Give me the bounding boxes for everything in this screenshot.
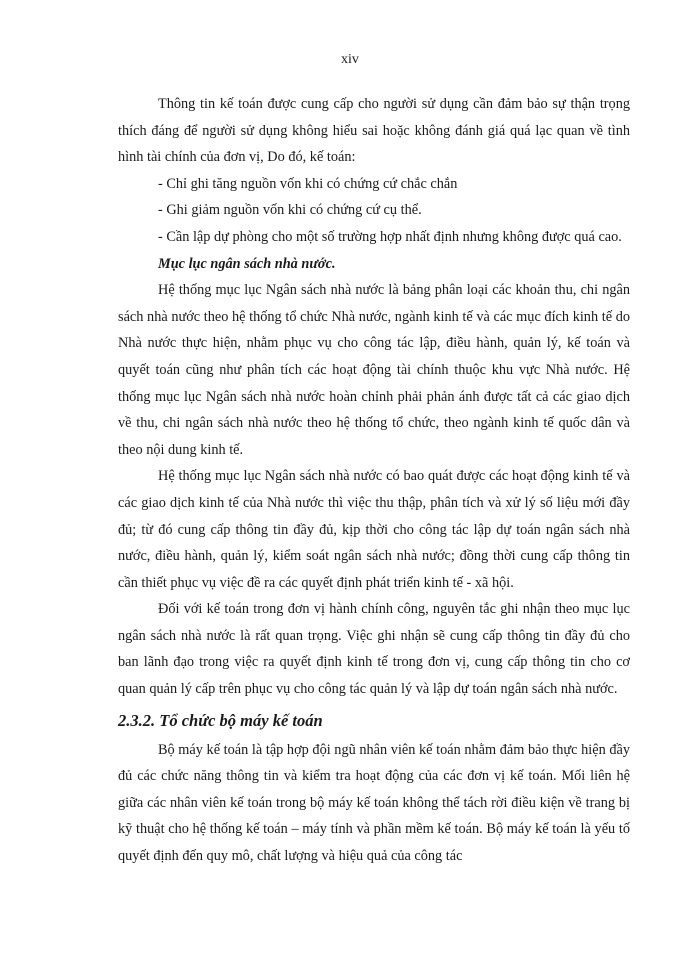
paragraph-budget-index-importance: Đối với kế toán trong đơn vị hành chính công, nguyên tắc ghi nhận theo mục lục ngân sách nhà nước là rất quan trọng. Việc ghi nhận sẽ cung cấp thông tin đầy đủ cho ban lãnh đạo trong việc ra quyết định kinh tế trong đơn vị, cung cấp thông tin cho cơ quan quản lý cấp trên phục vụ cho công tác quản lý và lập dự toán ngân sách nhà nước.: [118, 601, 630, 698]
paragraph-budget-index-definition: Hệ thống mục lục Ngân sách nhà nước là bảng phân loại các khoản thu, chi ngân sách nhà nước theo hệ thống tổ chức Nhà nước, ngành kinh tế và các mục đích kinh tế do Nhà nước thực hiện, nhằm phục vụ cho công tác lập, điều hành, quản lý, kế toán và quyết toán cũng như phân tích các hoạt động tài chính thuộc khu vực Nhà nước. Hệ thống mục lục Ngân sách nhà nước hoàn chỉnh phải phản ánh được tất cả các giao dịch về thu, chi ngân sách nhà nước theo hệ thống tổ chức, theo ngành kinh tế quốc dân và theo nội dung kinh tế.: [118, 282, 630, 458]
bullet-item: - Cần lập dự phòng cho một số trường hợp nhất định nhưng không được quá cao.: [158, 228, 622, 245]
document-body: [118, 91, 630, 870]
section-heading: 2.3.2. Tổ chức bộ máy kế toán: [118, 710, 323, 730]
page-number: xiv: [341, 52, 359, 67]
paragraph-budget-index-coverage: Hệ thống mục lục Ngân sách nhà nước có bao quát được các hoạt động kinh tế và các giao dịch kinh tế của Nhà nước thì việc thu thập, phân tích và xử lý số liệu mới đầy đủ; từ đó cung cấp thông tin đầy đủ, kịp thời cho công tác lập dự toán ngân sách nhà nước, điều hành, quản lý, kiểm soát ngân sách nhà nước; đồng thời cung cấp thông tin cần thiết phục vụ việc đề ra các quyết định phát triển kinh tế - xã hội.: [118, 468, 630, 591]
bullet-item: - Chỉ ghi tăng nguồn vốn khi có chứng cứ chắc chắn: [158, 175, 458, 192]
subheading-budget-index: Mục lục ngân sách nhà nước.: [158, 255, 336, 272]
bullet-item: - Ghi giảm nguồn vốn khi có chứng cứ cụ thể.: [158, 202, 422, 219]
paragraph-accounting-apparatus: Bộ máy kế toán là tập hợp đội ngũ nhân viên kế toán nhằm đảm bảo thực hiện đầy đủ các chức năng thông tin và kiểm tra hoạt động của các đơn vị kế toán. Mối liên hệ giữa các nhân viên kế toán trong bộ máy kế toán không thể tách rời điều kiện về trang bị kỹ thuật cho hệ thống kế toán – máy tính và phần mềm kế toán. Bộ máy kế toán là yếu tố quyết định đến quy mô, chất lượng và hiệu quả của công tác: [118, 741, 630, 865]
paragraph-prudence: Thông tin kế toán được cung cấp cho người sử dụng cần đảm bảo sự thận trọng thích đáng để người sử dụng không hiểu sai hoặc không đánh giá quá lạc quan về tình hình tài chính của đơn vị, Do đó, kế toán:: [118, 96, 630, 166]
